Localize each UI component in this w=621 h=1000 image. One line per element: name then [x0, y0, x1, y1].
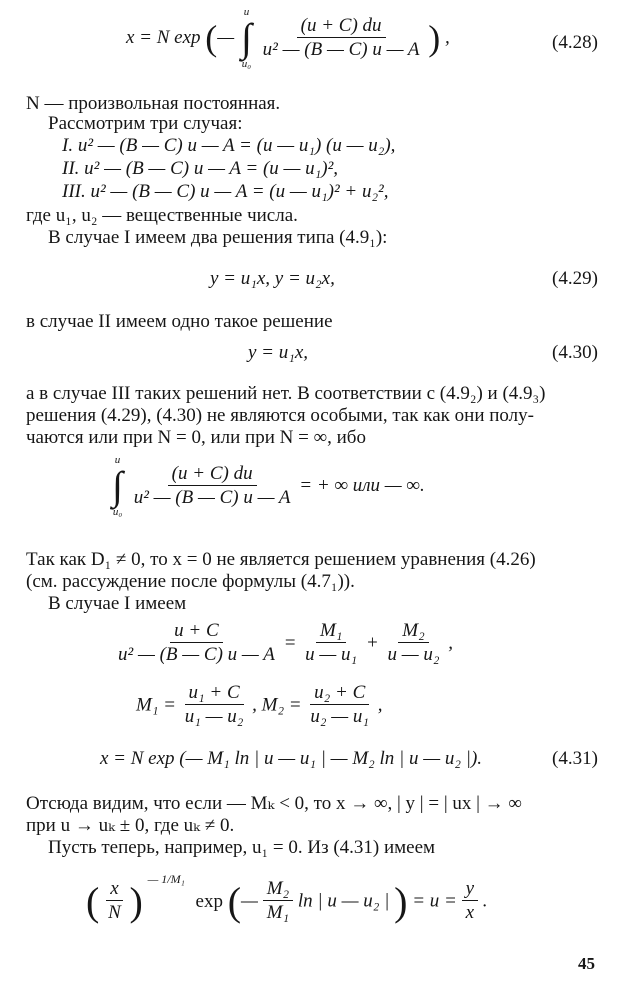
equation-final: ( $\frac{x}{N}$ ) $^{— 1/M_1}$ exp (— $\frac{\text{M₂}}{\text{M₁}}$ ln | u — u₂ | ) = u = $\frac{y}{x}$ . — [86, 872, 488, 924]
final-inner-numerator: M₂ — [263, 878, 293, 901]
eq-4-28-lhs: x = N exp — [126, 27, 201, 48]
equation-partial-fractions — [114, 620, 453, 667]
equation-4-30: y = u₁x, — [248, 342, 309, 363]
partial-plus: + — [365, 632, 379, 654]
eq-number-4-29: (4.29) — [552, 268, 598, 289]
paragraph-u1-zero: Пусть теперь, например, u₁ = 0. Из (4.31) имеем — [48, 837, 436, 858]
equation-integral: u ∫ u₀ $\frac{(u + C) du}{\text{u² — (B — C) u — A}}$ = + ∞ или — ∞. — [112, 454, 425, 518]
eq-number-4-30: (4.30) — [552, 342, 598, 363]
integral-rhs: = + ∞ или — ∞. — [299, 475, 425, 496]
final-rhs-numerator: y — [462, 878, 478, 901]
m2-numerator: u₂ + C — [310, 682, 369, 705]
paragraph-d1-line-1: Так как D₁ ≠ 0, то x = 0 не является решением уравнения (4.26) — [26, 549, 536, 570]
final-inner-denominator: M₁ — [266, 902, 290, 923]
integral-lower-limit: u₀ — [112, 506, 123, 518]
final-base-denominator: N — [108, 902, 121, 923]
partial-tail: , — [448, 632, 453, 654]
integral-denominator: u² — (B — C) u — A — [133, 486, 291, 508]
equation-4-28: x = N exp (— u ∫ u₀ $\frac{(u + C) du}{\text{u² — (B — C) u — A}}$ ) , — [126, 6, 450, 70]
equation-4-29: y = u₁x, y = u₂x, — [210, 268, 335, 289]
m-separator: , — [252, 694, 257, 716]
m1-denominator: u₁ — u₂ — [184, 706, 244, 727]
case-3: III. u² — (B — C) u — A = (u — u₁)² + u₂², — [62, 181, 389, 202]
final-rhs: = u = — [412, 890, 457, 912]
paragraph-three-cases: Рассмотрим три случая: — [48, 113, 243, 134]
paragraph-case-3-line-3: чаются или при N = 0, или при N = ∞, ибо — [26, 427, 366, 448]
integral-numerator: (u + C) du — [168, 463, 257, 486]
m2-label: M₂ = — [261, 694, 302, 716]
paragraph-real-numbers: где u₁, u₂ — вещественные числа. — [26, 205, 298, 226]
final-exp-label: exp — [195, 890, 223, 912]
integral-upper-limit: u — [114, 454, 121, 466]
equation-4-31: x = N exp (— M₁ ln | u — u₁ | — M₂ ln | u — u₂ |). — [100, 748, 483, 769]
m2-denominator: u₂ — u₁ — [310, 706, 369, 727]
equation-m-coefficients — [136, 682, 383, 729]
partial-den-1: u² — (B — C) u — A — [118, 644, 275, 665]
partial-num-2: M₁ — [316, 620, 346, 643]
eq-number-4-31: (4.31) — [552, 748, 598, 769]
m1-label: M₁ = — [136, 694, 177, 716]
eq-number-4-28: (4.28) — [552, 32, 598, 53]
eq-4-28-denominator: u² — (B — C) u — A — [262, 38, 420, 60]
paragraph-limit-line-2: при u → uₖ ± 0, где uₖ ≠ 0. — [26, 815, 235, 836]
final-tail: . — [482, 890, 488, 912]
paragraph-case-3-line-1: а в случае III таких решений нет. В соответствии с (4.9₂) и (4.9₃) — [26, 383, 546, 404]
partial-den-3: u — u₂ — [387, 644, 440, 665]
paragraph-case-3-line-2: решения (4.29), (4.30) не являются особыми, так как они полу- — [26, 405, 534, 426]
final-ln-part: ln | u — u₂ | — [297, 890, 390, 912]
final-exponent: — 1/M₁ — [147, 872, 185, 886]
partial-equals: = — [283, 632, 297, 654]
eq-4-28-upper-limit: u — [243, 6, 250, 18]
m1-numerator: u₁ + C — [185, 682, 244, 705]
case-2: II. u² — (B — C) u — A = (u — u₁)², — [62, 158, 339, 179]
page-number: 45 — [578, 954, 595, 973]
paragraph-case-1: В случае I имеем два решения типа (4.9₁): — [48, 227, 388, 248]
eq-4-28-tail: , — [445, 27, 450, 48]
partial-den-2: u — u₁ — [305, 644, 358, 665]
paragraph-constant: N — произвольная постоянная. — [26, 93, 281, 114]
paragraph-d1-line-2: (см. рассуждение после формулы (4.7₁)). — [26, 571, 355, 592]
eq-4-28-lower-limit: u₀ — [241, 58, 252, 70]
case-1: I. u² — (B — C) u — A = (u — u₁) (u — u₂), — [62, 135, 396, 156]
final-rhs-denominator: x — [465, 902, 475, 923]
final-base-numerator: x — [106, 878, 122, 901]
partial-num-1: u + C — [170, 620, 223, 643]
paragraph-case-2: в случае II имеем одно такое решение — [26, 311, 333, 332]
m-tail: , — [377, 694, 383, 716]
partial-num-3: M₂ — [398, 620, 428, 643]
paragraph-case-1-again: В случае I имеем — [48, 593, 187, 614]
paragraph-limit-line-1: Отсюда видим, что если — Mₖ < 0, то x → ∞, | y | = | ux | → ∞ — [26, 793, 522, 814]
eq-4-28-numerator: (u + C) du — [297, 15, 386, 38]
